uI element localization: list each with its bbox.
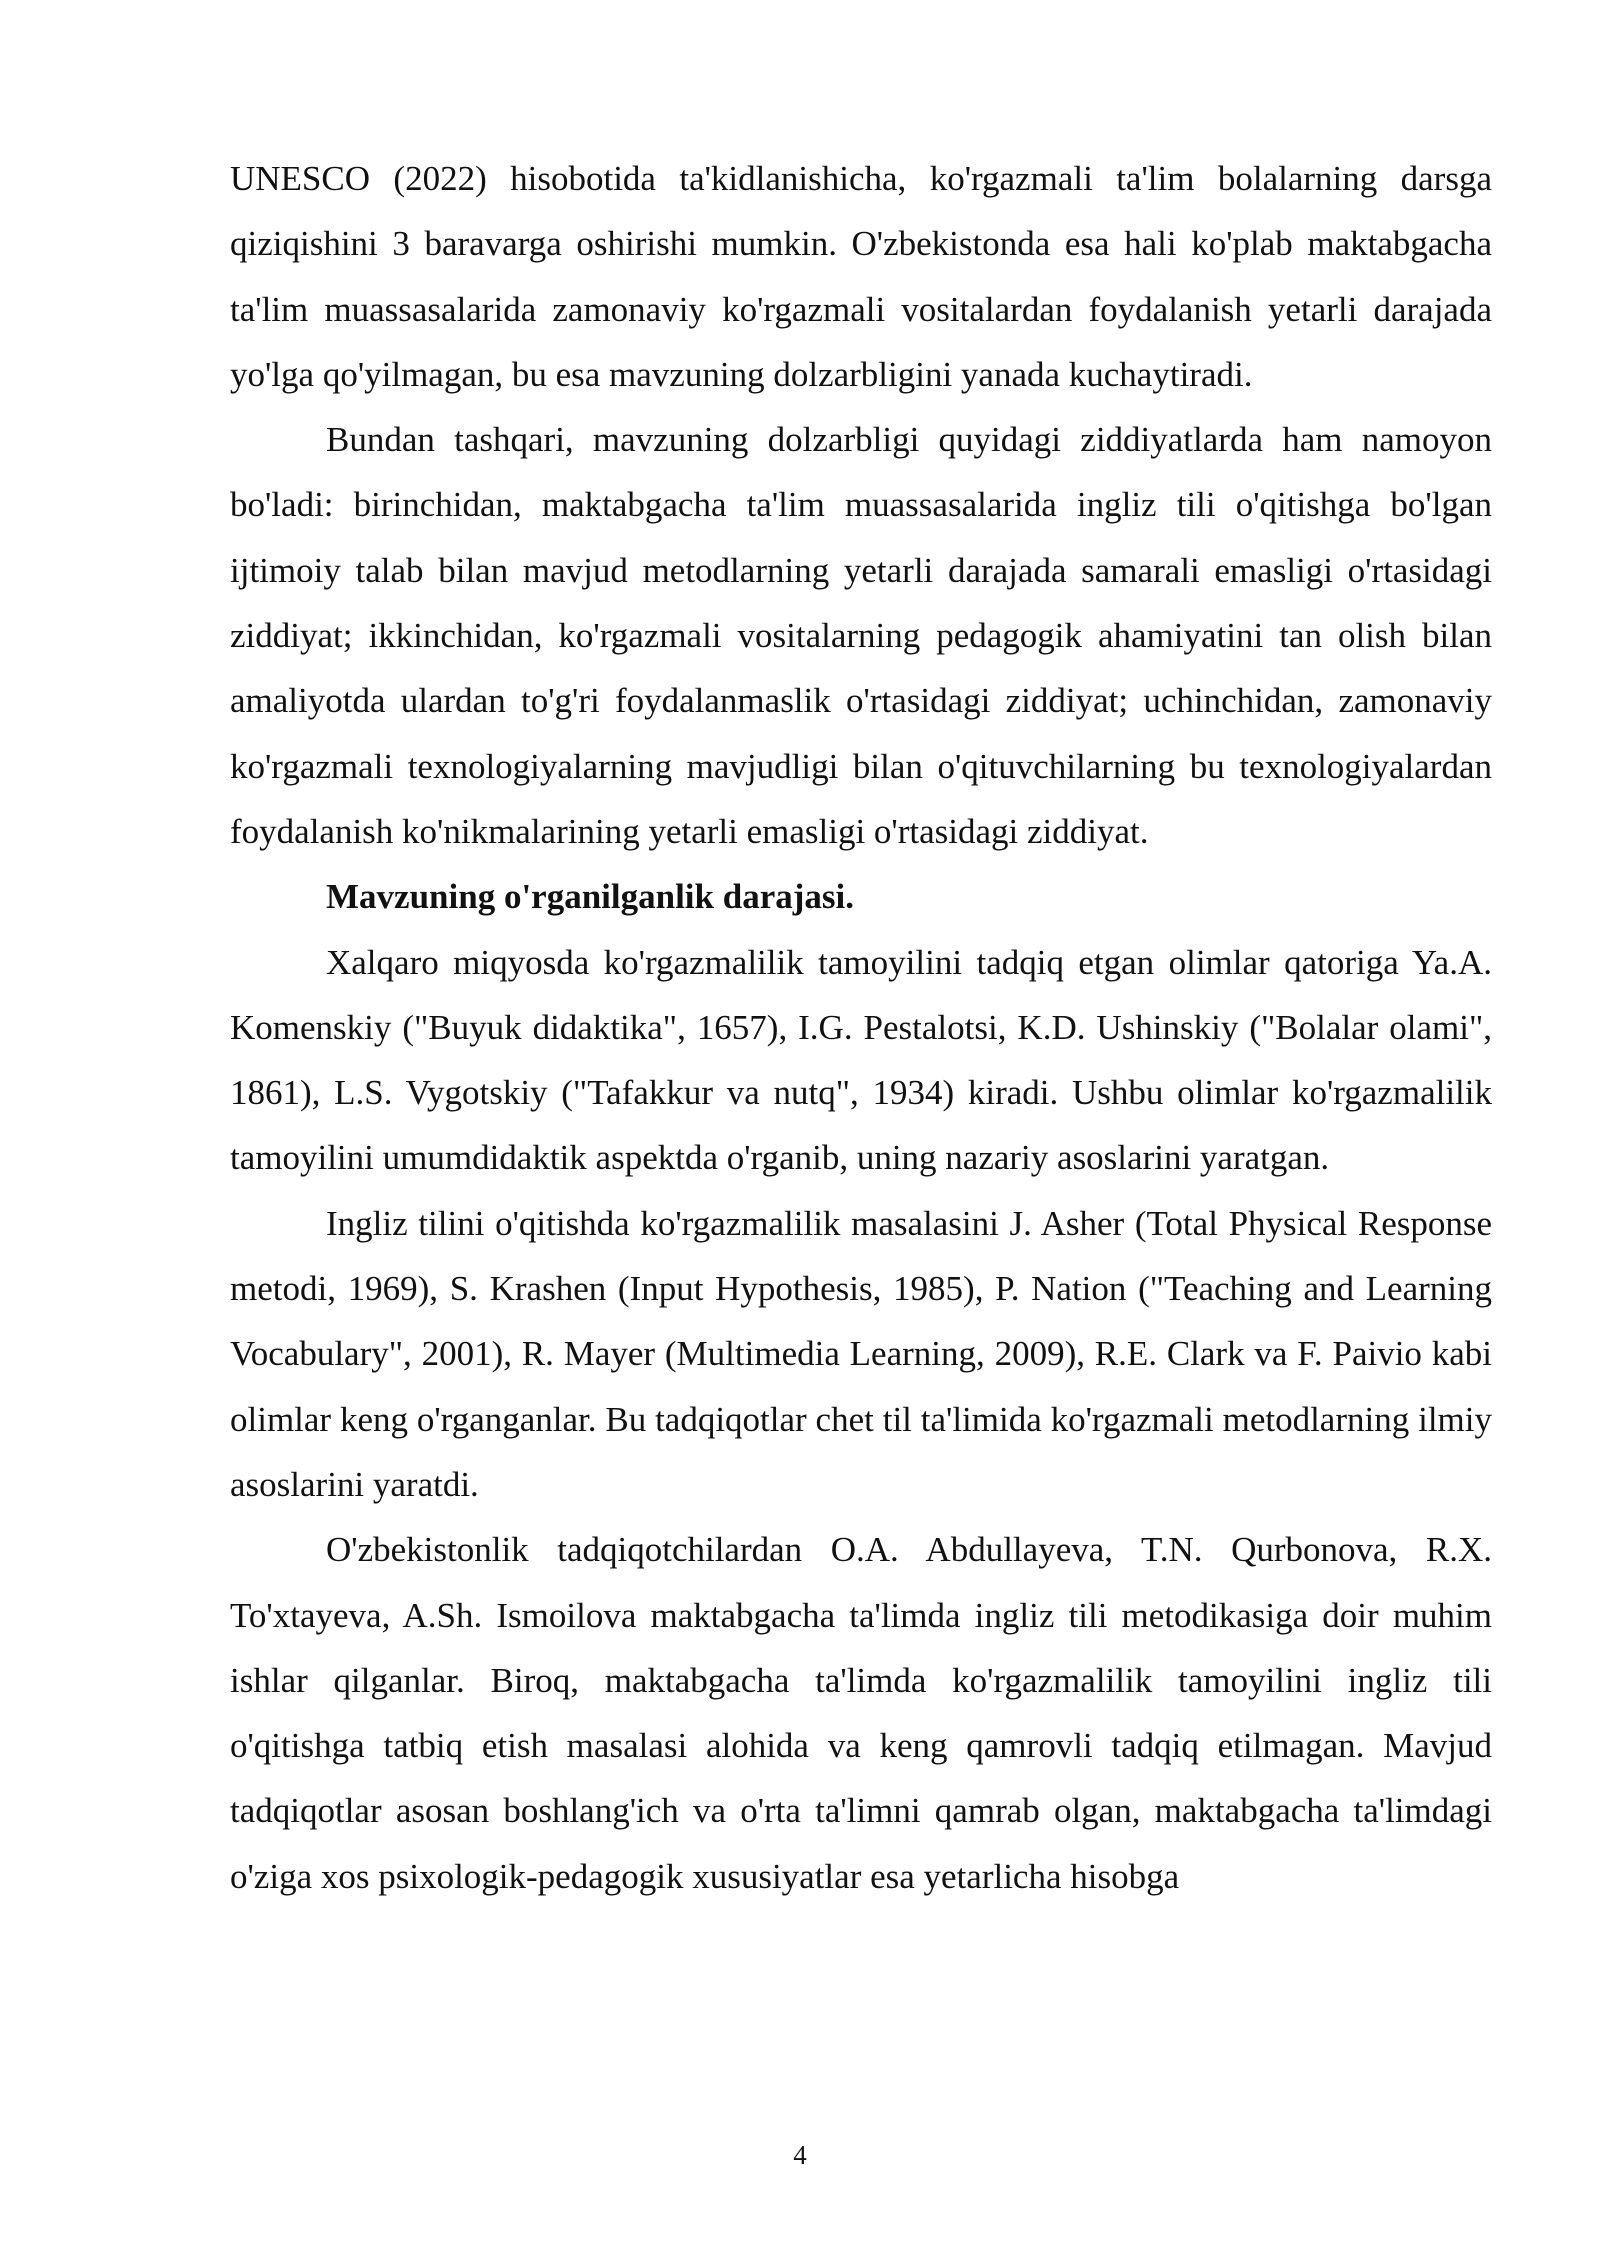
paragraph-uzbek-researchers: O'zbekistonlik tadqiqotchilardan O.A. Abdullayeva, T.N. Qurbonova, R.X. To'xtayeva, A.Sh. Ismoilova maktabgacha ta'limda ingliz tili metodikasiga doir muhim ishlar qilganlar. Biroq, maktabgacha ta'limda ko'rgazmalilik tamoyilini ingliz tili o'qitishga tatbiq etish masalasi alohida va keng qamrovli tadqiq etilmagan. Mavjud tadqiqotlar asosan boshlang'ich va o'rta ta'limni qamrab olgan, maktabgacha ta'limdagi o'ziga xos psixologik-pedagogik xususiyatlar esa yetarlicha hisobga (230, 1530, 1492, 1896)
paragraph-unesco: UNESCO (2022) hisobotida ta'kidlanishicha, ko'rgazmali ta'lim bolalarning darsga qiziqishini 3 baravarga oshirishi mumkin. O'zbekistonda esa hali ko'plab maktabgacha ta'lim muassasalarida zamonaviy ko'rgazmali vositalardan foydalanish yetarli darajada yo'lga qo'yilmagan, bu esa mavzuning dolzarbligini yanada kuchaytiradi. (230, 159, 1492, 394)
document-body (230, 146, 1492, 1909)
page-number: 4 (793, 2140, 807, 2170)
paragraph-english-teaching-research: Ingliz tilini o'qitishda ko'rgazmalilik masalasini J. Asher (Total Physical Response metodi, 1969), S. Krashen (Input Hypothesis, 1985), P. Nation ("Teaching and Learning Vocabulary", 2001), R. Mayer (Multimedia Learning, 2009), R.E. Clark va F. Paivio kabi olimlar keng o'rganganlar. Bu tadqiqotlar chet til ta'limida ko'rgazmali metodlarning ilmiy asoslarini yaratdi. (230, 1203, 1492, 1504)
paragraph-international-scholars: Xalqaro miqyosda ko'rgazmalilik tamoyilini tadqiq etgan olimlar qatoriga Ya.A. Komenskiy ("Buyuk didaktika", 1657), I.G. Pestalotsi, K.D. Ushinskiy ("Bolalar olami", 1861), L.S. Vygotskiy ("Tafakkur va nutq", 1934) kiradi. Ushbu olimlar ko'rgazmalilik tamoyilini umumdidaktik aspektda o'rganib, uning nazariy asoslarini yaratgan. (230, 942, 1492, 1178)
section-heading: Mavzuning o'rganilganlik darajasi. (326, 877, 854, 917)
paragraph-contradictions: Bundan tashqari, mavzuning dolzarbligi quyidagi ziddiyatlarda ham namoyon bo'ladi: birinchidan, maktabgacha ta'lim muassasalarida ingliz tili o'qitishga bo'lgan ijtimoiy talab bilan mavjud metodlarning yetarli darajada samarali emasligi o'rtasidagi ziddiyat; ikkinchidan, ko'rgazmali vositalarning pedagogik ahamiyatini tan olish bilan amaliyotda ulardan to'g'ri foydalanmaslik o'rtasidagi ziddiyat; uchinchidan, zamonaviy ko'rgazmali texnologiyalarning mavjudligi bilan o'qituvchilarning bu texnologiyalardan foydalanish ko'nikmalarining yetarli emasligi o'rtasidagi ziddiyat. (230, 420, 1492, 851)
